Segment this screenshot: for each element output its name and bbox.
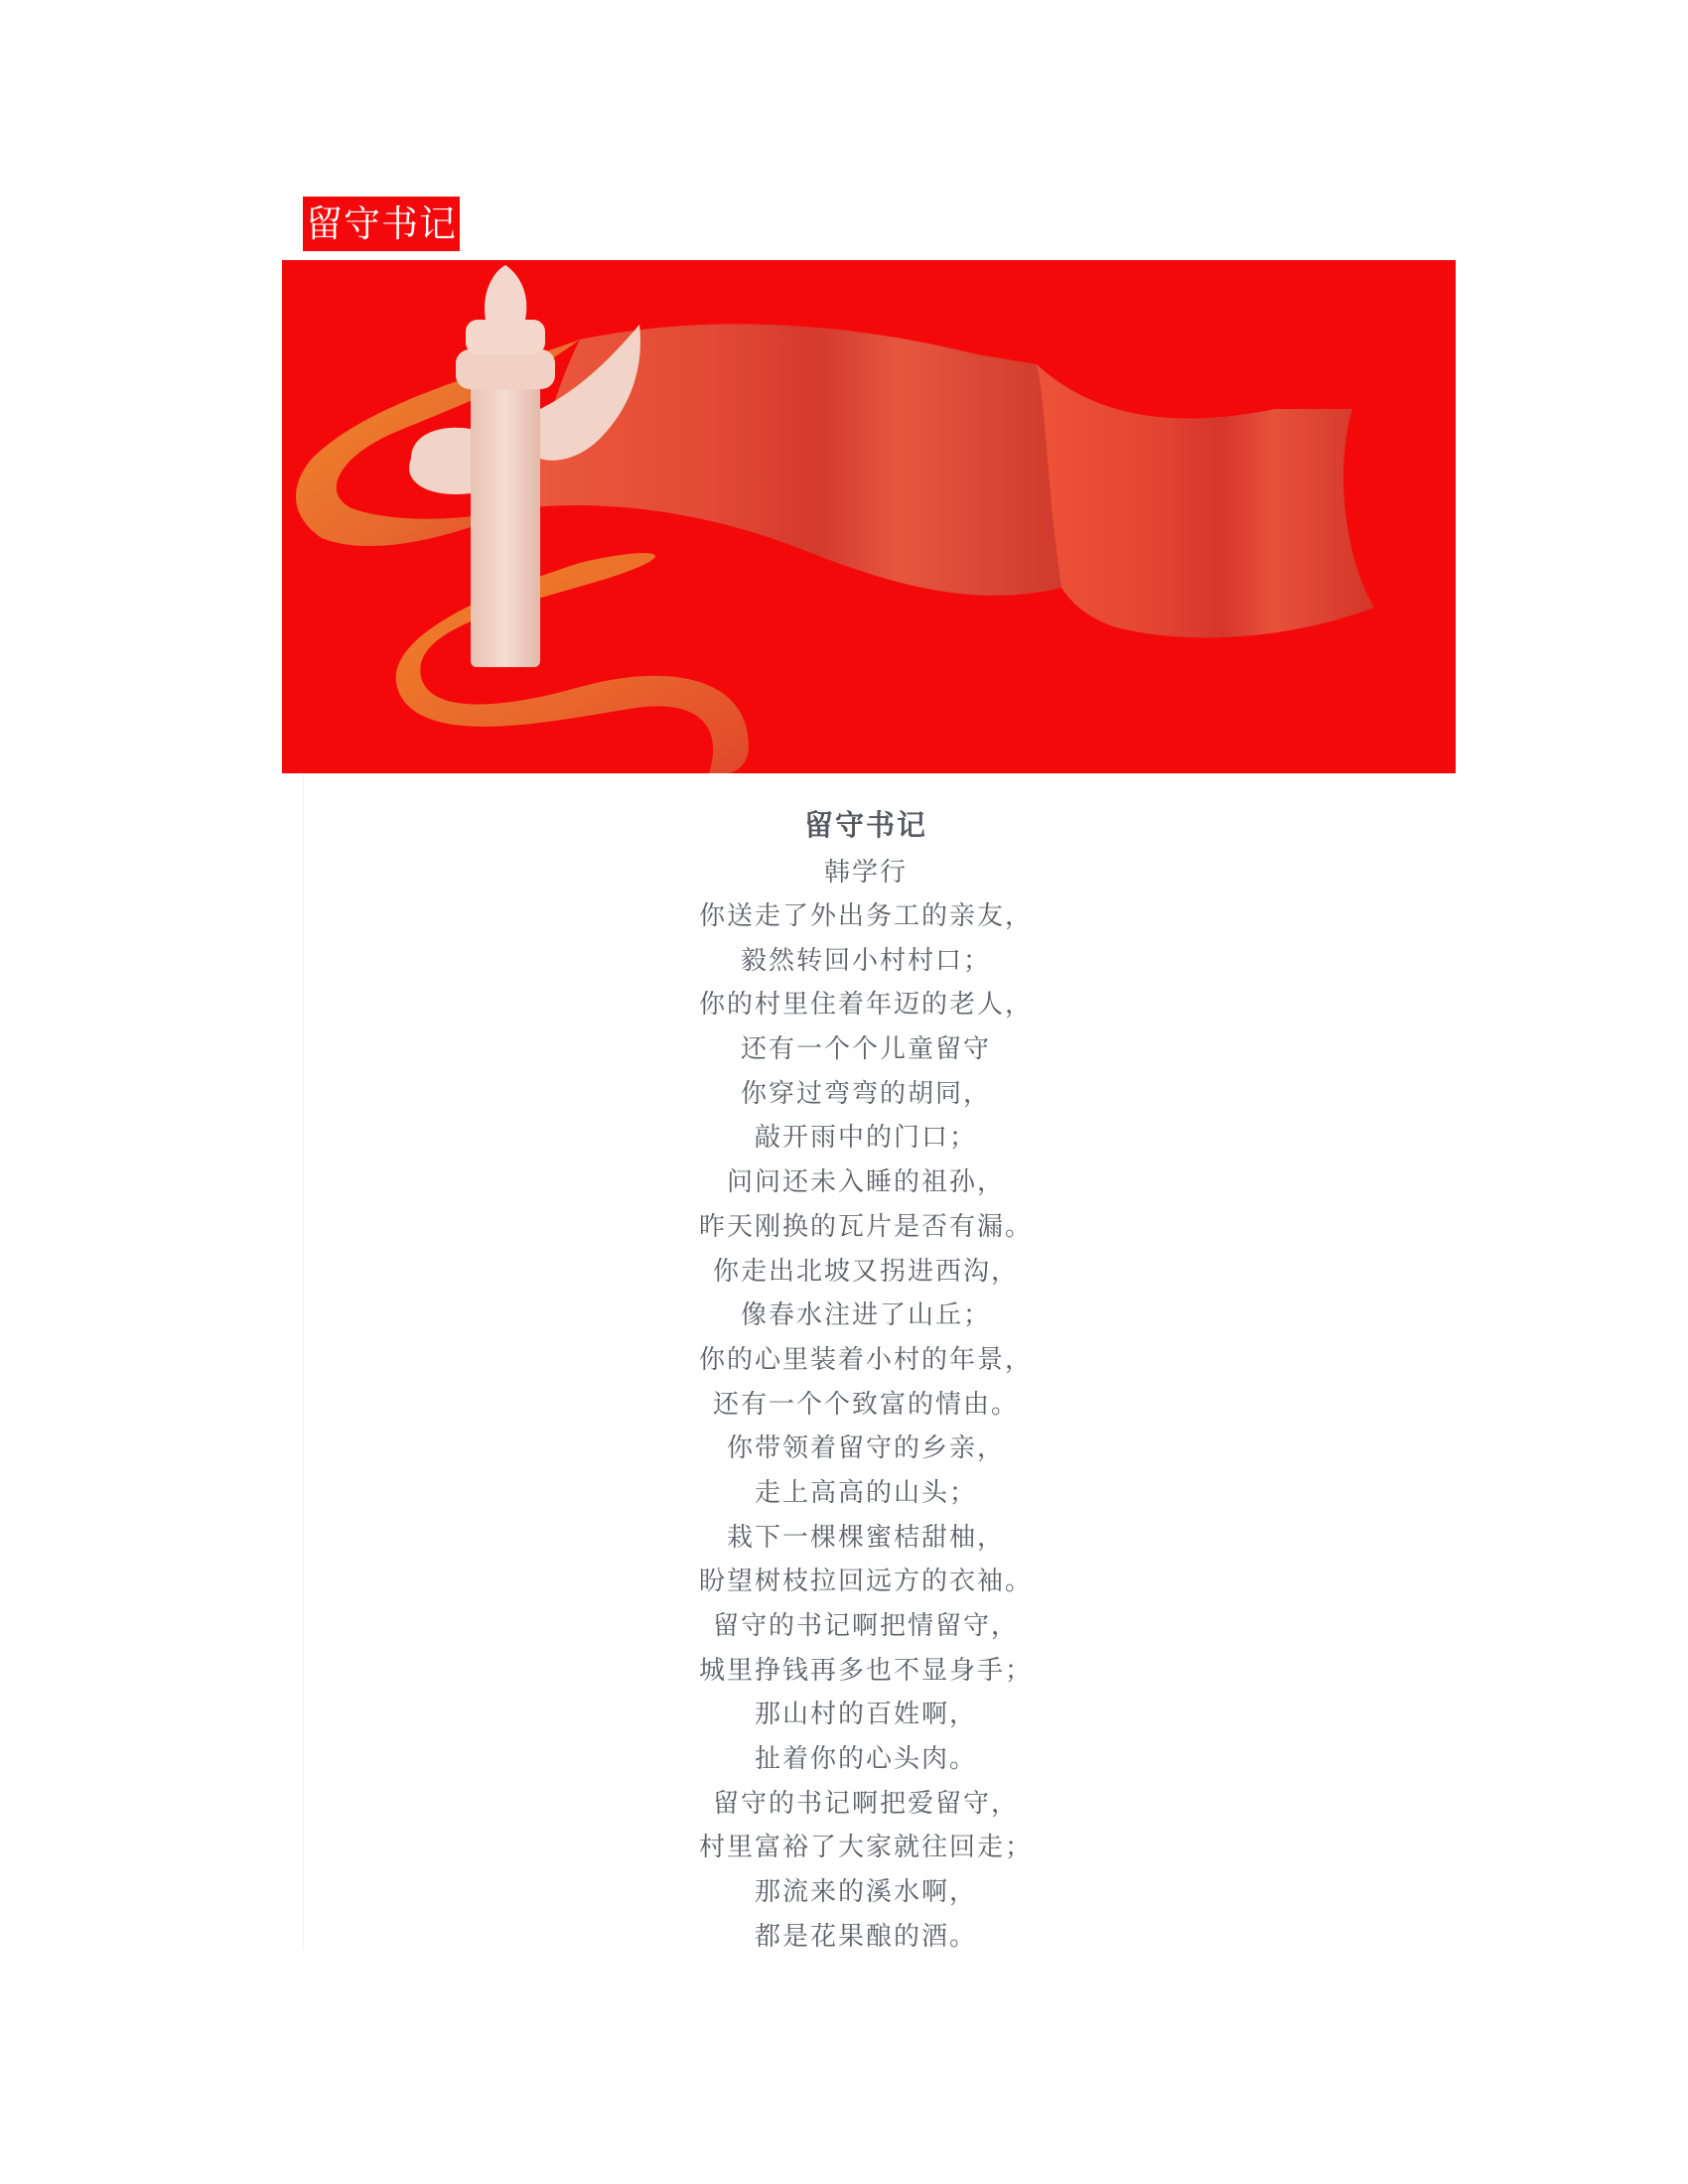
page-tag-title: 留守书记	[303, 197, 460, 251]
poem-line: 敲开雨中的门口；	[754, 1123, 977, 1154]
cloud-board-left	[409, 428, 471, 494]
pillar-cap	[456, 349, 555, 389]
poem-line: 城里挣钱再多也不显身手；	[698, 1655, 1033, 1686]
poem-line: 你走出北坡又拐进西沟，	[712, 1256, 1019, 1287]
poem-line: 像春水注进了山丘；	[740, 1300, 991, 1331]
poem-line: 你送走了外出务工的亲友，	[698, 901, 1033, 931]
flag-shape	[1037, 364, 1374, 637]
poem-author: 韩学行	[823, 858, 908, 887]
poem-line: 都是花果酿的酒。	[754, 1921, 977, 1952]
poem-panel	[303, 773, 1428, 1950]
poem-line: 村里富裕了大家就往回走；	[698, 1833, 1033, 1863]
pillar-top	[485, 265, 526, 320]
poem-line: 毅然转回小村村口；	[740, 945, 991, 976]
ribbon-lower	[396, 553, 749, 773]
poem-line: 那流来的溪水啊，	[754, 1877, 977, 1908]
poem-line: 昨天刚换的瓦片是否有漏。	[698, 1211, 1033, 1242]
pillar-shaft	[471, 379, 540, 667]
huabiao-flag-illustration	[282, 260, 1456, 773]
poem-line: 走上高高的山头；	[754, 1477, 977, 1508]
flag-shape	[520, 324, 1061, 595]
poem-line: 盼望树枝拉回远方的衣袖。	[698, 1567, 1033, 1597]
poem-line: 留守的书记啊把情留守，	[712, 1611, 1019, 1641]
poem-line: 你的心里装着小村的年景，	[698, 1344, 1033, 1375]
poem-line: 栽下一棵棵蜜桔甜柚，	[726, 1522, 1005, 1553]
poem-line: 那山村的百姓啊，	[754, 1700, 977, 1730]
poem-line: 还有一个个儿童留守	[740, 1034, 991, 1065]
poem-line: 问问还未入睡的祖孙，	[726, 1167, 1005, 1198]
banner-image	[282, 260, 1456, 773]
poem-line: 扯着你的心头肉。	[754, 1744, 977, 1775]
poem-line: 留守的书记啊把爱留守，	[712, 1788, 1019, 1819]
poem-line: 你的村里住着年迈的老人，	[698, 990, 1033, 1021]
poem-line: 你带领着留守的乡亲，	[726, 1433, 1005, 1464]
poem-title: 留守书记	[803, 808, 927, 842]
poem-lines	[304, 894, 1428, 1960]
poem-line: 还有一个个致富的情由。	[712, 1389, 1019, 1420]
pillar-cap	[466, 320, 545, 354]
poem-line: 你穿过弯弯的胡同，	[740, 1078, 991, 1109]
